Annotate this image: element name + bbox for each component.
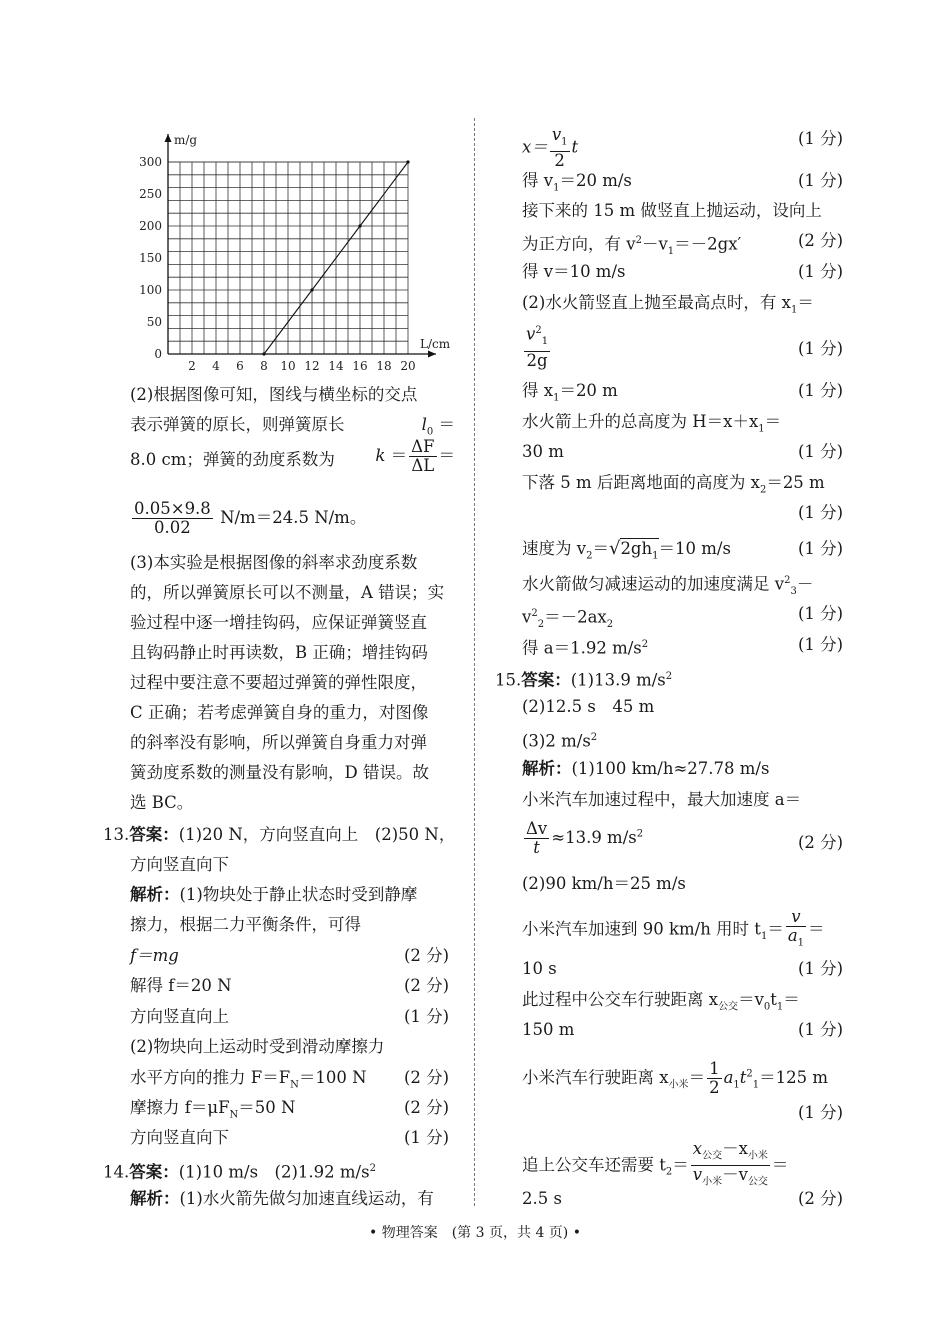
p3-line-9: 选 BC。 (130, 793, 194, 812)
p3-line-1: (3)本实验是根据图像的斜率求劲度系数 (130, 553, 418, 572)
p2-line-4: $\frac{0.05\times 9.8}{0.02}$ N/m＝24.5 N/m。 (134, 499, 367, 537)
spring-mass-length-graph (125, 120, 460, 375)
q14-a: 得 a＝1.92 $m/s^2$ (522, 638, 649, 658)
q14-v1: 得 $v_1=20$ m/s (522, 171, 632, 194)
score: (1 分) (798, 503, 844, 522)
q14-number: 14. (103, 1162, 130, 1182)
q14-decel-2: $v^2_2=-2ax_2$ (522, 607, 614, 630)
score: (1 分) (798, 442, 844, 461)
q15-answer-2: (2)12.5 s 45 m (522, 697, 655, 716)
x-tick-label: 14 (328, 359, 344, 373)
q15-answer: 15.答案：(1)13.9 $m/s^2$ (495, 670, 673, 690)
score: (2 分) (798, 833, 844, 852)
y-tick-label: 300 (139, 155, 162, 169)
q13-analysis-2: 擦力，根据二力平衡条件，可得 (130, 915, 361, 934)
x-tick-label: 4 (212, 359, 220, 373)
score: (2 分) (404, 1098, 450, 1117)
x-tick-label: 2 (188, 359, 196, 373)
data-point (262, 352, 265, 355)
score: (1 分) (798, 381, 844, 400)
analysis-label: 解析： (130, 885, 180, 904)
k-expression: k ＝ $\frac{\Delta F}{\Delta L}$ ＝ (375, 437, 455, 475)
p2-line-3 (130, 437, 455, 475)
answer-label: 答案： (129, 825, 179, 844)
score: (1 分) (798, 635, 844, 654)
y-tick-label: 100 (139, 283, 162, 297)
score: (2 分) (404, 1068, 450, 1087)
score: (2 分) (798, 231, 844, 250)
x-tick-label: 16 (352, 359, 368, 373)
q15-answer-3: (3)2 $m/s^2$ (522, 731, 598, 751)
score: (2 分) (798, 1189, 844, 1208)
q13-answer: 13.答案：(1)20 N，方向竖直向上 (2)50 N， (103, 825, 456, 844)
q14-total-height: 水火箭上升的总高度为 $H=x+x_1=$ (522, 412, 782, 435)
score: (1 分) (798, 539, 844, 558)
q14-v2: 速度为 $v_2=√2gh_1=10$ m/s (522, 538, 731, 562)
answer-label: 答案： (521, 670, 571, 690)
data-point (358, 224, 361, 227)
x-tick-label: 6 (236, 359, 244, 373)
data-point (310, 288, 313, 291)
score: (2 分) (404, 976, 450, 995)
q14-decel: 水火箭做匀减速运动的加速度满足 $v^2_3-$ (522, 574, 814, 597)
analysis-label: 解析： (130, 1189, 180, 1208)
q14-line-4: 为正方向，有 $v^2-v_1=-2gx'$ (522, 234, 742, 257)
q14-answer: 14.答案：(1)10 m/s (2)1.92 $m/s^2$ (103, 1162, 376, 1182)
score: (1 分) (798, 339, 844, 358)
answer-label: 答案： (129, 1162, 179, 1182)
p2-line-2 (130, 414, 455, 436)
q14-line-3: 接下来的 15 m 做竖直上抛运动，设向上 (522, 201, 822, 220)
chart-tick-labels (139, 133, 451, 373)
y-axis-label: m/g (174, 133, 198, 147)
l0-expression: $l_0$ ＝ (421, 415, 455, 438)
q15-analysis-2: 小米汽车加速过程中，最大加速度 a＝ (522, 790, 802, 809)
y-tick-label: 150 (139, 251, 162, 265)
x-tick-label: 8 (260, 359, 268, 373)
q14-x1-fraction: $\frac{v^2_1}{2g}$ (522, 322, 552, 370)
q13-number: 13. (103, 825, 130, 844)
q14-x2: 下落 5 m 后距离地面的高度为 $x_2=25$ m (522, 473, 825, 496)
q15-car-distance: 小米汽车行驶距离 $x_{小米}=$ $\frac{1}{2}$ $a_1t^2_1=125$ m (522, 1059, 829, 1097)
q13-solve-f: 解得 f＝20 N (130, 976, 232, 995)
y-tick-label: 250 (139, 187, 162, 201)
q15-catch-time: 追上公交车还需要 $t_2=$ $\frac{x_{公交}-x_{小米}}{v_{小米}-v_{公交}}$ ＝ (522, 1139, 789, 1188)
p3-line-2: 的，所以弹簧原长可以不测量，A 错误；实 (130, 583, 445, 602)
score: (2 分) (404, 946, 450, 965)
x-axis-arrow (428, 351, 436, 358)
data-point (406, 160, 409, 163)
p3-line-3: 验过程中逐一增挂钩码，应保证弹簧竖直 (130, 613, 427, 632)
p3-line-6: C 正确；若考虑弹簧自身的重力，对图像 (130, 703, 429, 722)
q14-analysis-1: 解析：(1)水火箭先做匀加速直线运动，有 (130, 1189, 434, 1208)
q13-eq-f-mg: f＝mg (130, 946, 179, 965)
y-tick-label: 200 (139, 219, 162, 233)
x-tick-label: 20 (400, 359, 416, 373)
q13-analysis-1: 解析：(1)物块处于静止状态时受到静摩 (130, 885, 418, 904)
p2-line-1: (2)根据图像可知，图线与横坐标的交点 (130, 385, 418, 404)
q15-catch-time-value: 2.5 s (522, 1189, 562, 1208)
score: (1 分) (798, 604, 844, 623)
q13-part2-text: (2)物块向上运动时受到滑动摩擦力 (130, 1037, 385, 1056)
q13-dir-up: 方向竖直向上 (130, 1007, 229, 1026)
q15-max-accel: $\frac{\Delta v}{t}$ ≈13.9 $m/s^2$ (526, 819, 644, 857)
score: (1 分) (798, 1103, 844, 1122)
score: (1 分) (798, 1020, 844, 1039)
x-tick-label: 12 (304, 359, 320, 373)
chart-grid (168, 162, 408, 354)
x-axis-label: L/cm (420, 337, 451, 351)
score: (1 分) (798, 171, 844, 190)
p3-line-7: 的斜率没有影响，所以弹簧自身重力对弹 (130, 733, 427, 752)
q15-analysis-1: 解析：(1)100 km/h≈27.78 m/s (522, 759, 770, 778)
p3-line-5: 过程中要注意不要超过弹簧的弹性限度， (130, 673, 427, 692)
q14-v: 得 v＝10 m/s (522, 262, 626, 281)
score: (1 分) (404, 1128, 450, 1147)
page-footer: • 物理答案 (第 3 页，共 4 页) • (369, 1225, 581, 1241)
score: (1 分) (404, 1007, 450, 1026)
p2-line-2-text: 表示弹簧的原长，则弹簧原长 (130, 415, 345, 434)
q14-height-value: 30 m (522, 442, 564, 461)
score: (1 分) (798, 129, 844, 148)
x-tick-label: 10 (280, 359, 296, 373)
q13-answer-2: 方向竖直向下 (130, 855, 229, 874)
q14-part2: (2)水火箭竖直上抛至最高点时，有 $x_1=$ (522, 293, 814, 316)
score: (1 分) (798, 262, 844, 281)
q13-friction: 摩擦力 $f=\mu F_N=50$ N (130, 1098, 296, 1121)
y-axis-arrow (165, 134, 172, 142)
y-tick-label: 0 (154, 347, 162, 361)
column-divider (474, 118, 475, 1206)
k-value-fraction: $\frac{0.05\times 9.8}{0.02}$ (134, 499, 211, 537)
q14-eq-x: x＝ $\frac{v_1}{2}$ t (522, 125, 579, 171)
q15-number: 15. (495, 670, 522, 690)
q14-x1: 得 $x_1=20$ m (522, 381, 618, 404)
x-tick-label: 18 (376, 359, 392, 373)
score: (1 分) (798, 959, 844, 978)
p3-line-4: 且钩码静止时再读数，B 正确；增挂钩码 (130, 643, 428, 662)
q13-push-force: 水平方向的推力 $F=F_N=100$ N (130, 1068, 367, 1091)
analysis-label: 解析： (522, 759, 572, 778)
q15-bus-distance-value: 150 m (522, 1020, 575, 1039)
q15-bus-distance: 此过程中公交车行驶距离 $x_{公交}=v_0t_1=$ (522, 990, 800, 1013)
p2-line-3-text: 8.0 cm；弹簧的劲度系数为 (130, 449, 335, 469)
y-tick-label: 50 (146, 315, 162, 329)
q15-time-value: 10 s (522, 959, 557, 978)
p3-line-8: 簧劲度系数的测量没有影响，D 错误。故 (130, 763, 429, 782)
q13-dir-down: 方向竖直向下 (130, 1128, 229, 1147)
q15-time: 小米汽车加速到 90 km/h 用时 $t_1=$ $\frac{v}{a_1}$ ＝ (522, 907, 825, 949)
q15-part2: (2)90 km/h＝25 m/s (522, 874, 686, 893)
